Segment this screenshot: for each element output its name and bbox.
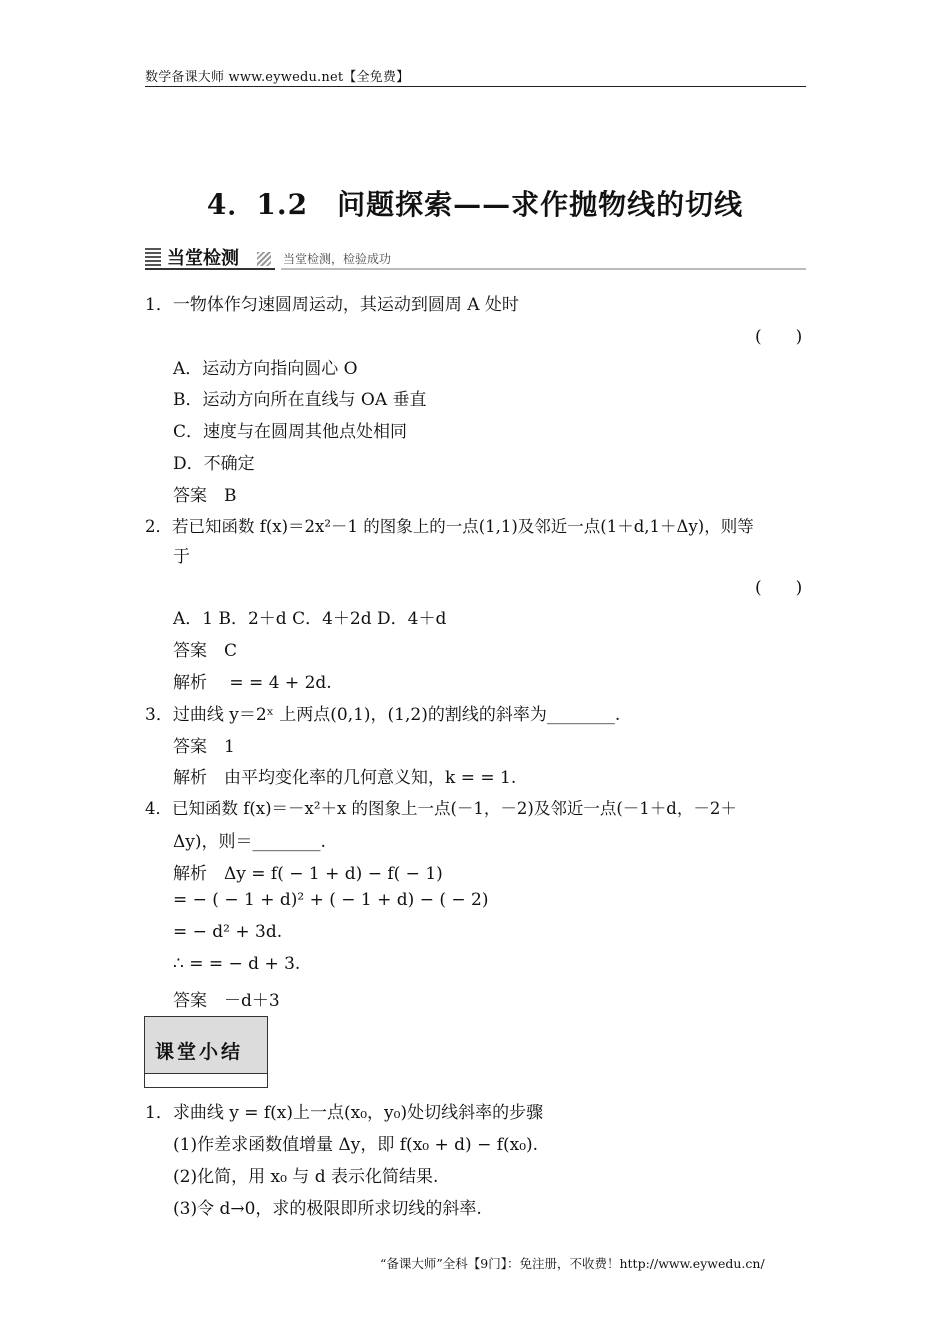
header-rule: [145, 86, 806, 87]
option-b: B．运动方向所在直线与 OA 垂直: [173, 390, 427, 410]
page-footer: “备课大师”全科【9门】：免注册，不收费！http://www.eywedu.cn/: [380, 1256, 765, 1271]
option-a: A．运动方向指向圆心 O: [173, 359, 358, 379]
page-title: 4．1.2 问题探索——求作抛物线的切线: [206, 188, 744, 221]
answer-blank-1: ( ): [755, 327, 803, 347]
summary-section-box: [144, 1016, 268, 1088]
page-header: 数学备课大师 www.eywedu.net【全免费】: [145, 70, 410, 85]
summary-step: (3)令 d→0，求的极限即所求切线的斜率.: [173, 1199, 482, 1219]
section-subtitle: 当堂检测，检验成功: [283, 252, 392, 266]
analysis-4: 解析 Δy = f( − 1 + d) − f( − 1): [173, 864, 443, 884]
question-2-cont: 于: [173, 547, 190, 567]
summary-section-label: 课堂小结: [155, 1041, 244, 1063]
option-c: C．速度与在圆周其他点处相同: [173, 422, 408, 442]
option-d: D．不确定: [173, 454, 255, 474]
options-2: A．1 B．2＋d C．4＋2d D．4＋d: [173, 609, 447, 629]
section-bar-practice: [145, 244, 806, 270]
question-4: 4．已知函数 f(x)＝－x²＋x 的图象上一点(－1，－2)及邻近一点(－1＋d，－2＋: [145, 799, 737, 818]
summary-item: 1．求曲线 y = f(x)上一点(x₀，y₀)处切线斜率的步骤: [145, 1103, 544, 1123]
section-rule: [281, 268, 806, 270]
section-rule: [145, 268, 275, 270]
question-3: 3．过曲线 y＝2ˣ 上两点(0,1)，(1,2)的割线的斜率为________.: [145, 705, 621, 725]
analysis-4-step: = − ( − 1 + d)² + ( − 1 + d) − ( − 2): [173, 890, 489, 910]
answer-3: 答案 1: [173, 737, 235, 757]
answer-blank-2: ( ): [755, 578, 803, 598]
question-4-cont: Δy)，则＝________.: [173, 832, 326, 852]
question-1: 1．一物体作匀速圆周运动，其运动到圆周 A 处时: [145, 295, 519, 315]
analysis-2: 解析 = = 4 + 2d.: [173, 673, 332, 693]
question-2: 2．若已知函数 f(x)＝2x²－1 的图象上的一点(1,1)及邻近一点(1＋d,1＋Δy)，则等: [145, 517, 754, 536]
summary-step: (2)化简，用 x₀ 与 d 表示化简结果.: [173, 1167, 439, 1187]
analysis-4-step: = − d² + 3d.: [173, 922, 283, 942]
stripe-decoration: [257, 252, 271, 266]
answer-2: 答案 C: [173, 641, 238, 661]
stripe-decoration: [145, 248, 161, 266]
section-label: 当堂检测: [167, 248, 239, 269]
summary-step: (1)作差求函数值增量 Δy，即 f(x₀ + d) − f(x₀).: [173, 1135, 539, 1155]
analysis-4-step: ∴ = = − d + 3.: [173, 954, 301, 974]
answer-4: 答案 －d＋3: [173, 991, 280, 1011]
analysis-3: 解析 由平均变化率的几何意义知，k = = 1.: [173, 768, 517, 788]
answer-1: 答案 B: [173, 486, 237, 506]
